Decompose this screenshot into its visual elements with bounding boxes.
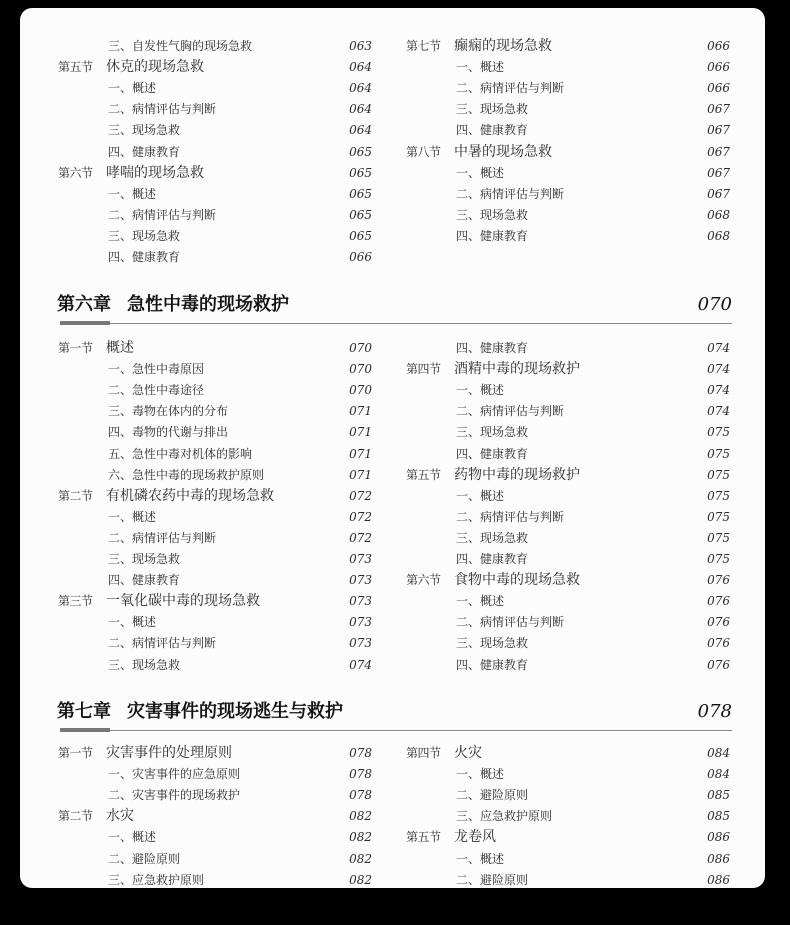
toc-subentry <box>58 99 372 120</box>
toc-subentry <box>58 444 372 465</box>
entry-page: 075 <box>707 425 730 440</box>
entry-title: 休克的现场急救 <box>106 59 204 76</box>
toc-subentry <box>406 338 730 359</box>
toc-subentry <box>58 422 372 443</box>
section-number: 第二节 <box>58 809 93 824</box>
section-number: 第六节 <box>406 573 441 588</box>
entry-title: 四、健康教育 <box>456 552 529 566</box>
entry-page: 082 <box>349 851 372 866</box>
entry-title: 三、现场急救 <box>108 552 181 566</box>
entry-title: 二、病情评估与判断 <box>108 636 217 651</box>
section-number: 第三节 <box>58 594 93 609</box>
entry-page: 071 <box>349 425 372 440</box>
entry-title: 二、病情评估与判断 <box>456 615 565 630</box>
entry-page: 071 <box>349 446 372 461</box>
toc-subentry <box>58 633 372 654</box>
entry-page: 075 <box>707 446 730 461</box>
entry-title: 哮喘的现场急救 <box>106 164 204 181</box>
entry-title: 龙卷风 <box>454 829 496 846</box>
toc-subentry <box>406 444 730 465</box>
entry-page: 072 <box>349 530 372 545</box>
toc-subentry <box>58 78 372 99</box>
entry-title: 一、概述 <box>108 81 157 96</box>
entry-page: 066 <box>707 81 730 96</box>
toc-section-entry <box>58 743 372 764</box>
entry-title: 药物中毒的现场救护 <box>454 466 580 483</box>
toc-subentry <box>406 549 730 570</box>
entry-title: 四、健康教育 <box>108 144 181 159</box>
chapter-label: 第七章 <box>57 701 111 722</box>
section-number: 第五节 <box>406 467 441 482</box>
toc-subentry <box>58 570 372 591</box>
entry-page: 073 <box>349 594 372 609</box>
entry-page: 072 <box>349 488 372 503</box>
toc-subentry <box>406 870 730 888</box>
toc-subentry <box>58 36 372 57</box>
section-number: 第一节 <box>58 746 93 760</box>
entry-title: 二、避险原则 <box>456 788 529 803</box>
entry-title: 四、健康教育 <box>456 341 529 355</box>
entry-page: 078 <box>349 746 372 760</box>
entry-page: 068 <box>707 207 730 222</box>
section-number: 第六节 <box>58 165 93 180</box>
entry-page: 071 <box>349 467 372 482</box>
entry-title: 一、急性中毒原因 <box>108 362 205 377</box>
section-number: 第八节 <box>406 144 441 159</box>
entry-title: 二、病情评估与判断 <box>456 81 565 96</box>
chapter-7-heading <box>57 697 732 727</box>
entry-title: 四、健康教育 <box>456 446 529 461</box>
entry-title: 三、现场急救 <box>456 102 529 117</box>
entry-page: 086 <box>707 872 730 887</box>
toc-subentry <box>58 247 372 268</box>
toc-subentry <box>58 827 372 848</box>
entry-title: 三、现场急救 <box>456 425 529 440</box>
toc-subentry <box>406 163 730 184</box>
entry-page: 085 <box>707 788 730 803</box>
toc-subentry <box>406 849 730 870</box>
entry-title: 二、病情评估与判断 <box>108 102 217 117</box>
entry-title: 五、急性中毒对机体的影响 <box>108 446 253 461</box>
entry-page: 074 <box>349 657 372 672</box>
toc-section-entry <box>58 486 372 507</box>
toc-subentry <box>58 184 372 205</box>
entry-title: 一、概述 <box>456 851 505 866</box>
entry-page: 073 <box>349 636 372 651</box>
entry-page: 064 <box>349 81 372 96</box>
entry-page: 065 <box>349 186 372 201</box>
toc-subentry <box>406 380 730 401</box>
entry-page: 075 <box>707 509 730 524</box>
entry-page: 082 <box>349 872 372 887</box>
entry-page: 065 <box>349 228 372 243</box>
entry-page: 073 <box>349 573 372 588</box>
toc-subentry <box>58 528 372 549</box>
toc-subentry <box>58 120 372 141</box>
entry-page: 076 <box>707 657 730 672</box>
toc-subentry <box>58 549 372 570</box>
entry-page: 067 <box>707 165 730 180</box>
entry-page: 065 <box>349 144 372 159</box>
entry-title: 一、概述 <box>456 60 505 75</box>
entry-title: 二、病情评估与判断 <box>456 404 565 419</box>
entry-page: 078 <box>349 767 372 782</box>
entry-title: 三、现场急救 <box>108 657 181 672</box>
entry-page: 076 <box>707 594 730 609</box>
toc-subentry <box>406 633 730 654</box>
entry-title: 二、病情评估与判断 <box>108 207 217 222</box>
entry-title: 二、病情评估与判断 <box>456 509 565 524</box>
entry-title: 四、毒物的代谢与排出 <box>108 425 229 440</box>
entry-page: 074 <box>707 404 730 419</box>
chapter-title: 灾害事件的现场逃生与救护 <box>127 701 343 722</box>
entry-title: 三、现场急救 <box>108 123 181 138</box>
entry-title: 酒精中毒的现场救护 <box>454 361 580 378</box>
section-number: 第五节 <box>406 830 441 845</box>
entry-title: 一、概述 <box>456 383 505 398</box>
entry-title: 三、现场急救 <box>108 228 181 243</box>
entry-page: 070 <box>349 362 372 377</box>
toc-section-entry <box>58 806 372 827</box>
toc-subentry <box>406 226 730 247</box>
entry-title: 中暑的现场急救 <box>454 143 552 160</box>
toc-subentry <box>406 507 730 528</box>
entry-page: 075 <box>707 467 730 482</box>
toc-subentry <box>406 184 730 205</box>
toc-subentry <box>406 785 730 806</box>
entry-page: 084 <box>707 746 730 760</box>
entry-page: 067 <box>707 102 730 117</box>
toc-section-entry <box>406 36 730 57</box>
toc-subentry <box>406 401 730 422</box>
chapter-page: 070 <box>697 294 732 315</box>
toc-subentry <box>406 78 730 99</box>
entry-page: 073 <box>349 615 372 630</box>
toc-subentry <box>406 655 730 676</box>
toc-subentry <box>58 849 372 870</box>
section-number: 第七节 <box>406 39 441 53</box>
toc-section-entry <box>406 570 730 591</box>
entry-title: 三、现场急救 <box>456 207 529 222</box>
entry-page: 066 <box>707 60 730 75</box>
document-page <box>20 8 765 888</box>
entry-title: 三、现场急救 <box>456 530 529 545</box>
section-number: 第四节 <box>406 362 441 377</box>
entry-page: 071 <box>349 404 372 419</box>
entry-title: 二、灾害事件的现场救护 <box>108 788 241 803</box>
entry-title: 六、急性中毒的现场救护原则 <box>108 467 265 482</box>
chapter-label: 第六章 <box>57 294 111 315</box>
entry-page: 066 <box>707 39 730 53</box>
entry-title: 灾害事件的处理原则 <box>106 745 232 761</box>
toc-subentry <box>406 205 730 226</box>
entry-page: 078 <box>349 788 372 803</box>
toc-subentry <box>58 507 372 528</box>
entry-page: 072 <box>349 509 372 524</box>
toc-subentry <box>58 655 372 676</box>
toc-subentry <box>58 205 372 226</box>
entry-title: 火灾 <box>454 745 482 761</box>
toc-subentry <box>58 465 372 486</box>
chapter-title: 急性中毒的现场救护 <box>127 294 289 315</box>
toc-section-entry <box>406 465 730 486</box>
entry-page: 085 <box>707 809 730 824</box>
toc-section-entry <box>58 338 372 359</box>
toc-subentry <box>406 528 730 549</box>
entry-title: 有机磷农药中毒的现场急救 <box>106 487 274 504</box>
entry-title: 四、健康教育 <box>108 573 181 588</box>
entry-page: 082 <box>349 830 372 845</box>
toc-subentry <box>58 764 372 785</box>
toc-section-entry <box>406 743 730 764</box>
toc-subentry <box>58 612 372 633</box>
toc-subentry <box>58 401 372 422</box>
entry-page: 063 <box>349 39 372 53</box>
entry-title: 一、概述 <box>456 488 505 503</box>
toc-subentry <box>406 486 730 507</box>
entry-title: 二、急性中毒途径 <box>108 383 205 398</box>
entry-title: 四、健康教育 <box>456 228 529 243</box>
section-number: 第四节 <box>406 746 441 760</box>
entry-title: 二、避险原则 <box>108 851 181 866</box>
section-number: 第五节 <box>58 60 93 75</box>
entry-page: 086 <box>707 851 730 866</box>
entry-title: 二、避险原则 <box>456 872 529 887</box>
toc-subentry <box>406 764 730 785</box>
entry-title: 三、毒物在体内的分布 <box>108 404 229 419</box>
entry-page: 075 <box>707 552 730 566</box>
entry-page: 076 <box>707 573 730 588</box>
entry-page: 065 <box>349 165 372 180</box>
entry-title: 一、概述 <box>456 165 505 180</box>
entry-title: 二、病情评估与判断 <box>456 186 565 201</box>
toc-subentry <box>58 359 372 380</box>
entry-page: 076 <box>707 636 730 651</box>
entry-title: 一、概述 <box>108 186 157 201</box>
entry-title: 一、概述 <box>108 615 157 630</box>
entry-page: 065 <box>349 207 372 222</box>
toc-subentry <box>58 380 372 401</box>
toc-section-entry <box>58 163 372 184</box>
entry-page: 073 <box>349 552 372 566</box>
toc-subentry <box>406 120 730 141</box>
section-number: 第二节 <box>58 488 93 503</box>
entry-title: 四、健康教育 <box>108 250 181 264</box>
entry-page: 067 <box>707 186 730 201</box>
entry-title: 三、自发性气胸的现场急救 <box>108 39 253 53</box>
entry-page: 082 <box>349 809 372 824</box>
toc-section-entry <box>406 827 730 848</box>
toc-subentry <box>406 591 730 612</box>
entry-page: 074 <box>707 383 730 398</box>
toc-subentry <box>406 612 730 633</box>
entry-page: 066 <box>349 250 372 264</box>
entry-page: 076 <box>707 615 730 630</box>
chapter-rule <box>60 730 732 731</box>
entry-title: 一、概述 <box>108 830 157 845</box>
entry-page: 064 <box>349 60 372 75</box>
entry-title: 三、应急救护原则 <box>456 809 553 824</box>
toc-section-entry <box>58 591 372 612</box>
entry-page: 070 <box>349 383 372 398</box>
entry-page: 067 <box>707 123 730 138</box>
section-number: 第一节 <box>58 341 93 355</box>
toc-section-entry <box>58 57 372 78</box>
entry-title: 三、现场急救 <box>456 636 529 651</box>
entry-title: 一、概述 <box>108 509 157 524</box>
entry-title: 二、病情评估与判断 <box>108 530 217 545</box>
entry-page: 064 <box>349 123 372 138</box>
entry-page: 070 <box>349 341 372 355</box>
toc-subentry <box>406 806 730 827</box>
entry-title: 概述 <box>106 340 134 356</box>
toc-section-entry <box>406 359 730 380</box>
entry-page: 086 <box>707 830 730 845</box>
entry-page: 064 <box>349 102 372 117</box>
toc-subentry <box>58 870 372 888</box>
entry-title: 一、概述 <box>456 594 505 609</box>
toc-subentry <box>406 57 730 78</box>
entry-page: 067 <box>707 144 730 159</box>
entry-title: 食物中毒的现场急救 <box>454 572 580 589</box>
chapter-rule <box>60 323 732 324</box>
entry-title: 一、概述 <box>456 767 505 782</box>
entry-title: 一氧化碳中毒的现场急救 <box>106 593 260 610</box>
toc-subentry <box>58 785 372 806</box>
entry-page: 074 <box>707 341 730 355</box>
entry-page: 074 <box>707 362 730 377</box>
entry-title: 四、健康教育 <box>456 657 529 672</box>
chapter-page: 078 <box>697 701 732 722</box>
toc-subentry <box>406 422 730 443</box>
entry-title: 四、健康教育 <box>456 123 529 138</box>
toc-subentry <box>58 142 372 163</box>
toc-subentry <box>58 226 372 247</box>
chapter-6-heading <box>57 290 732 320</box>
toc-subentry <box>406 99 730 120</box>
entry-page: 084 <box>707 767 730 782</box>
entry-page: 075 <box>707 530 730 545</box>
entry-title: 癫痫的现场急救 <box>454 38 552 54</box>
entry-title: 三、应急救护原则 <box>108 872 205 887</box>
entry-page: 075 <box>707 488 730 503</box>
entry-title: 水灾 <box>106 808 134 825</box>
toc-section-entry <box>406 142 730 163</box>
entry-page: 068 <box>707 228 730 243</box>
entry-title: 一、灾害事件的应急原则 <box>108 767 241 782</box>
